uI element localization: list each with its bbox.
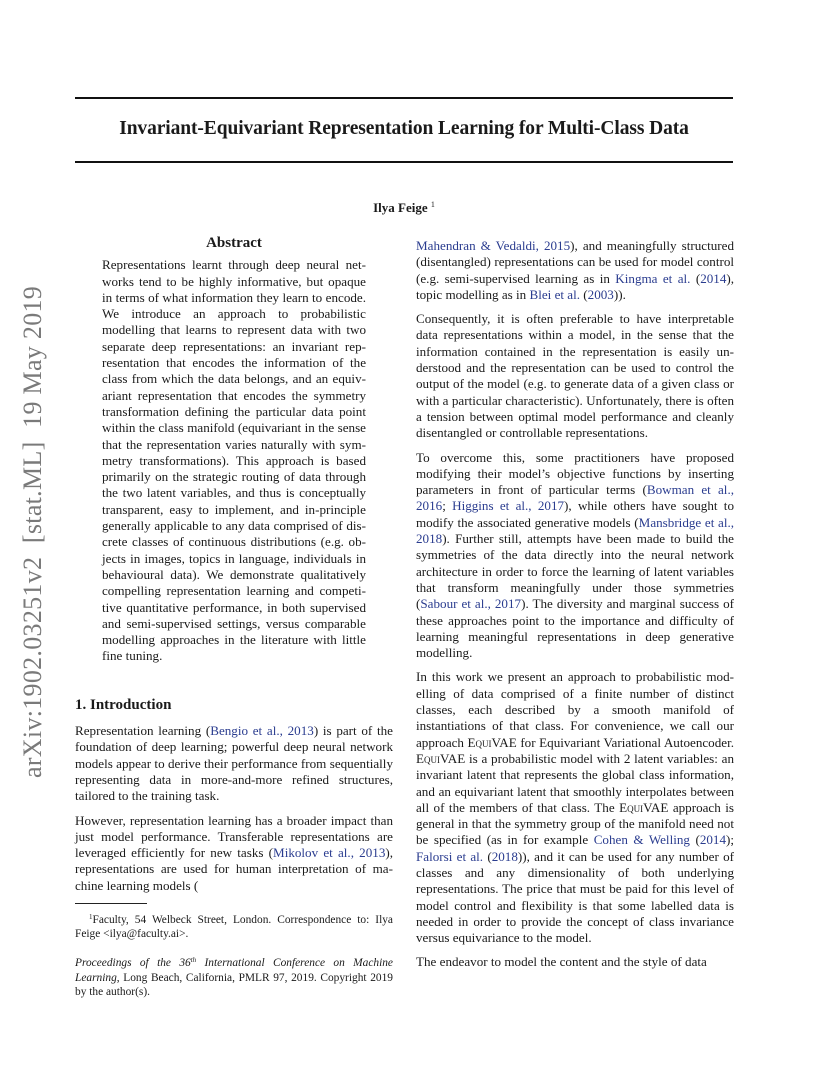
abstract-text: Representations learnt through deep neural networks tend to be highly informative, but opaque in terms of what information they learn to encode. We introduce an approach to probabilistic modelling that learns to represent data with two separate deep representations: an invariant representation that encodes the information of the class from which the data belongs, and an equivariant representation that encodes the symmetry transformation defining the particular data point within the class manifold (equivariant in the sense that the representation varies naturally with symmetry transformations). This approach is based primarily on the strategic routing of data through the two latent variables, and thus is conceptually transparent, easy to implement, and in-principle generally applicable to any data comprised of discrete classes of continuous distributions (e.g. objects in images, topics in language, individuals in behavioural data). We demonstrate qualitatively compelling representation learning and competitive quantitative performance, in both supervised and semi-supervised settings, versus comparable modelling approaches in the literature with little fine tuning. xyxy=(102,257,366,664)
citation-link[interactable]: Bowman et al., 2016 xyxy=(416,482,734,514)
citation-link[interactable]: 2018 xyxy=(491,848,518,864)
footnote-rule xyxy=(75,903,147,904)
method-name: EquiVAE xyxy=(416,750,466,766)
paper-title: Invariant-Equivariant Representation Learning for Multi-Class Data xyxy=(119,118,689,139)
method-name: EquiVAE xyxy=(619,799,669,815)
intro-paragraph-3: Consequently, it is often preferable to have interpretable data representations within a model, in the sense that the information contained in the representation is easily understood and the representation can be used to control the output of the model (e.g. to generate data of a given class or with a particular characteristic). Unfortunately, there is often a tension between optimal model performance and cleanly disentangled or controllable representations. xyxy=(416,311,734,441)
left-column xyxy=(75,235,393,999)
author-name: Ilya Feige xyxy=(373,200,428,215)
citation-link[interactable]: Mahendran & Vedaldi, 2015 xyxy=(416,238,571,253)
citation-link[interactable]: Mikolov et al., 2013 xyxy=(273,845,386,861)
citation-link[interactable]: Mansbridge et al., 2018 xyxy=(416,514,734,547)
author-affiliation-mark: 1 xyxy=(430,200,435,209)
citation-link[interactable]: 2014 xyxy=(699,832,726,848)
intro-paragraph-1: Representation learning (Bengio et al., 2013) is part of the foundation of deep learning; powerful deep neural network models appear to derive their performance from sequentially representing data in more-and-more refined structures, tailored to the training task. xyxy=(75,723,393,804)
citation-link[interactable]: Falorsi et al. xyxy=(416,848,484,864)
method-name: EquiVAE xyxy=(467,734,517,750)
title-bottom-rule xyxy=(75,161,733,163)
intro-paragraph-2-start: However, representation learning has a broader impact than just model performance. Transferable representations are leveraged efficiently for new tasks (Mikolov et al., 2013), representations are used for human interpretation of machine learning models ( xyxy=(75,812,394,893)
right-column xyxy=(416,238,734,979)
citation-link[interactable]: Kingma et al. xyxy=(615,270,691,286)
intro-paragraph-6: The endeavor to model the content and the style of data xyxy=(416,954,707,970)
citation-link[interactable]: Bengio et al., 2013 xyxy=(210,723,314,739)
section-heading-introduction: 1. Introduction xyxy=(75,696,172,713)
abstract-heading: Abstract xyxy=(206,235,262,251)
author-line xyxy=(75,200,733,216)
intro-paragraph-5: In this work we present an approach to probabilistic modelling of data comprised of a finite number of distinct classes, each described by a smooth manifold of instantiations of that class. For convenience, we call our approach EquiVAE for Equivariant Variational Autoencoder. EquiVAE is a probabilistic model with 2 latent variables: an invariant latent that represents the global class information, and an equivariant latent that smoothly interpolates between all of the members of that class. The EquiVAE approach is general in that the symmetry group of the manifold need not be specified (as in for example Cohen & Welling (2014); Falorsi et al. (2018)), and it can be used for any number of classes and any dimensionality of both underlying representations. The price that must be paid for this level of model control and flexibility is that some labelled data is needed in order to provide the concept of class invariance versus equivariance to the model. xyxy=(416,669,735,946)
footnote-affiliation: $^1$Faculty, 54 Welbeck Street, London. Correspondence to: Ilya Feige <ilya@faculty.ai>. xyxy=(75,912,393,941)
citation-link[interactable]: Higgins et al., 2017 xyxy=(452,498,565,514)
proceedings-note: Proceedings of the 36th International Conference on Machine Learning, Long Beach, California, PMLR 97, 2019. Copyright 2019 by the author(s). xyxy=(75,956,393,998)
citation-link[interactable]: Cohen & Welling xyxy=(593,832,690,848)
title-top-rule xyxy=(75,97,733,99)
citation-link[interactable]: Blei et al. xyxy=(529,286,581,302)
citation-link[interactable]: 2003 xyxy=(587,286,614,302)
citation-link[interactable]: Sabour et al., 2017 xyxy=(420,596,522,612)
intro-paragraph-4: To overcome this, some practitioners have proposed modifying their model’s objective functions by inserting parameters in front of particular terms (Bowman et al., 2016; Higgins et al., 2017), while others have sought to modify the associated generative models (Mansbridge et al., 2018). Further still, attempts have been made to build the symmetries of the data directly into the neural network architecture in order to force the learning of latent variables that transform meaningfully under those symmetries (Sabour et al., 2017). The diversity and marginal success of these approaches point to the importance and difficulty of learning meaningful representations in deep generative modelling. xyxy=(416,449,734,661)
arxiv-stamp: arXiv:1902.03251v2 [stat.ML] 19 May 2019 xyxy=(18,285,47,778)
citation-link[interactable]: 2014 xyxy=(700,270,727,286)
intro-paragraph-2-cont: Mahendran & Vedaldi, 2015), and meaningfully structured (disentangled) representations can be used for model control (e.g. semi-supervised learning as in Kingma et al. (2014), topic modelling as in Blei et al. (2003)). xyxy=(416,238,735,302)
